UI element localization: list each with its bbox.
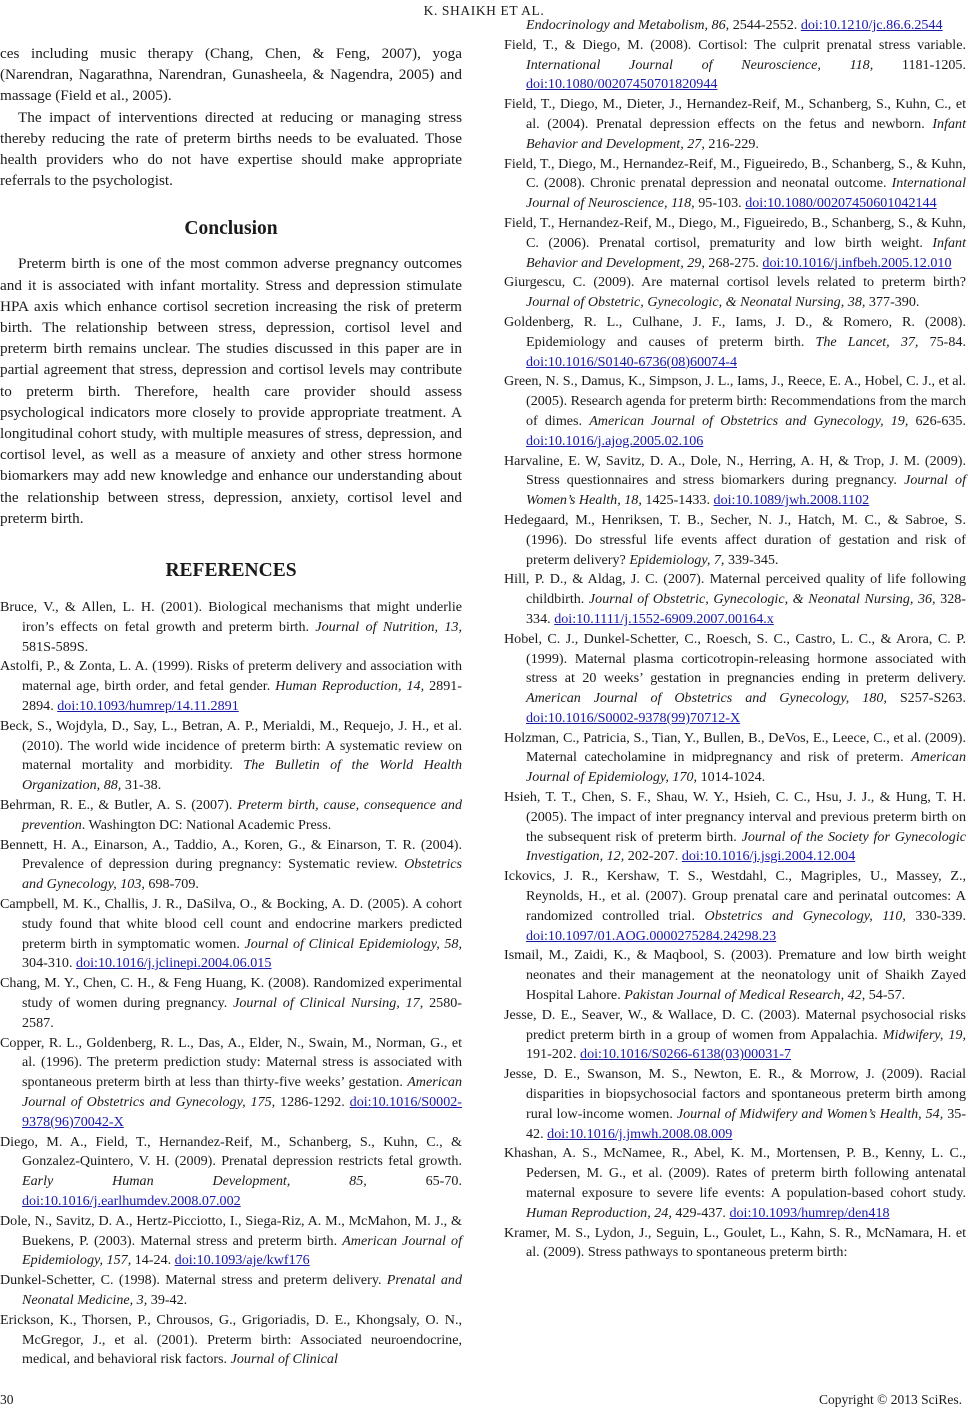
reference-entry	[504, 273, 966, 313]
reference-doi-link[interactable]: doi:10.1089/jwh.2008.1102	[713, 492, 870, 509]
reference-doi-link[interactable]: doi:10.1080/00207450601042144	[745, 195, 937, 212]
reference-text: 330-339.	[905, 907, 966, 924]
reference-doi-link[interactable]: doi:10.1016/S0002-9378(99)70712-X	[526, 709, 741, 726]
reference-text: Hill, P. D., & Aldag, J. C. (2007). Maternal perceived quality of life following childbirth.	[504, 571, 966, 608]
reference-doi-link[interactable]: doi:10.1080/00207450701820944	[526, 76, 718, 93]
reference-text: Copper, R. L., Goldenberg, R. L., Das, A., Elder, N., Swain, M., Norman, G., et al. (1996). The preterm prediction study: Maternal stress is associated with spontaneous preterm birth at less than thirty-five weeks’ gestation.	[0, 1034, 462, 1091]
reference-entry	[504, 36, 966, 95]
copyright-notice: Copyright © 2013 SciRes.	[818, 1392, 962, 1407]
reference-entry	[0, 1133, 462, 1212]
reference-text: Bruce, V., & Allen, L. H. (2001). Biological mechanisms that might underlie iron’s effects on fetal growth and preterm birth.	[0, 599, 462, 635]
reference-entry	[504, 729, 966, 788]
reference-text: Giurgescu, C. (2009). Are maternal cortisol levels related to preterm birth?	[504, 274, 966, 291]
reference-entry	[504, 946, 966, 1005]
reference-text: S257-S263.	[886, 690, 966, 707]
reference-text: Bennett, H. A., Einarson, A., Taddio, A., Koren, G., & Einarson, T. R. (2004). Prevalence of depression during pregnancy: Systematic review.	[0, 836, 462, 873]
reference-text: 1014-1024.	[697, 769, 766, 786]
reference-doi-link[interactable]: doi:10.1016/S0140-6736(08)60074-4	[526, 353, 738, 370]
reference-text: Diego, M. A., Field, T., Hernandez-Reif, M., Schanberg, S., Kuhn, C., & Gonzalez-Quintero, V. H. (2009). Prenatal depression restricts fetal growth.	[0, 1133, 462, 1170]
reference-text: Erickson, K., Thorsen, P., Chrousos, G., Grigoriadis, D. E., Khongsaly, O. N., McGregor, J., et al. (2001). Preterm birth: Associated neuroendocrine, medical, and behavioral risk factors.	[0, 1311, 462, 1368]
reference-text: Ickovics, J. R., Kershaw, T. S., Westdahl, C., Magriples, U., Massey, Z., Reynolds, H., et al. (2007). Group prenatal care and perinatal outcomes: A randomized controlled trial.	[504, 868, 966, 924]
reference-entry	[504, 1144, 966, 1223]
reference-doi-link[interactable]: doi:10.1097/01.AOG.0000275284.24298.23	[526, 927, 777, 944]
reference-text: Green, N. S., Damus, K., Simpson, J. L., Iams, J., Reece, E. A., Hobel, C. J., et al. (2005). Research agenda for preterm birth: Recommendations from the march of dimes.	[504, 373, 966, 429]
reference-source: Preterm birth, cause, consequence and prevention	[22, 797, 462, 833]
reference-entry	[504, 1006, 966, 1065]
references-list-left	[0, 598, 462, 1370]
reference-doi-link[interactable]: doi:10.1016/S0266-6138(03)00031-7	[580, 1046, 792, 1063]
reference-doi-link[interactable]: doi:10.1016/j.jmwh.2008.08.009	[547, 1125, 733, 1142]
reference-source: The Bulletin of the World Health Organization, 88,	[22, 757, 462, 794]
reference-text: Jesse, D. E., Swanson, M. S., Newton, E. R., & Morrow, J. (2009). Racial disparities in biopsychosocial factors and spontaneous preterm birth among rural low-income women.	[504, 1066, 966, 1122]
reference-source: American Journal of Epidemiology, 157,	[22, 1232, 462, 1269]
reference-text: 429-437.	[671, 1204, 730, 1221]
reference-text: 54-57.	[865, 987, 906, 1004]
reference-text: 304-310.	[22, 955, 77, 972]
reference-source: Infant Behavior and Development, 27,	[526, 115, 966, 152]
reference-source: Journal of Clinical	[230, 1351, 338, 1368]
reference-entry	[0, 796, 462, 836]
reference-text: 39-42.	[147, 1291, 188, 1308]
reference-text: 377-390.	[865, 294, 920, 311]
reference-entry	[504, 1224, 966, 1264]
reference-text: Kramer, M. S., Lydon, J., Seguin, L., Goulet, L., Kahn, S. R., McNamara, H. et al. (2009). Stress pathways to spontaneous preterm birth:	[504, 1224, 966, 1261]
reference-source: Midwifery, 19,	[882, 1026, 966, 1043]
reference-entry	[504, 214, 966, 273]
reference-entry	[0, 1311, 462, 1370]
reference-text: 35-42.	[526, 1105, 967, 1142]
reference-entry	[504, 511, 966, 570]
reference-entry	[504, 16, 966, 36]
reference-source: Journal of Nutrition, 13	[315, 618, 459, 635]
reference-entry	[0, 657, 462, 716]
reference-entry	[504, 788, 966, 867]
reference-doi-link[interactable]: doi:10.1016/S0002-9378(96)70042-X	[22, 1093, 463, 1130]
reference-entry	[0, 1034, 462, 1133]
reference-text: Hsieh, T. T., Chen, S. F., Shau, W. Y., Hsieh, C. C., Hsu, J. J., & Hung, T. H. (2005). The impact of inter pregnancy interval and previous preterm birth on the subsequent risk of preterm birth.	[504, 789, 966, 845]
reference-text: 339-345.	[724, 551, 779, 568]
reference-source: American Journal of Obstetrics and Gynecology, 180,	[526, 690, 887, 707]
reference-text: Field, T., Hernandez-Reif, M., Diego, M., Figueiredo, B., Schanberg, S., & Kuhn, C. (2006). Prenatal cortisol, prematurity and low birth weight.	[504, 214, 966, 251]
reference-source: Infant Behavior and Development, 29,	[526, 234, 966, 271]
reference-text: 202-207.	[624, 848, 682, 865]
reference-doi-link[interactable]: doi:10.1016/j.jsgi.2004.12.004	[681, 848, 856, 865]
reference-text: 268-275.	[704, 254, 763, 271]
reference-text: Field, T., & Diego, M. (2008). Cortisol: The culprit prenatal stress variable.	[504, 36, 966, 53]
reference-text: Goldenberg, R. L., Culhane, J. F., Iams, J. D., & Romero, R. (2008). Epidemiology and causes of preterm birth.	[504, 313, 966, 350]
reference-text: Holzman, C., Patricia, S., Tian, Y., Bullen, B., DeVos, E., Leece, C., et al. (2009). Maternal catecholamine in midpregnancy and risk of preterm.	[504, 729, 966, 766]
reference-source: Journal of Clinical Nursing, 17,	[233, 995, 424, 1011]
reference-entry	[504, 867, 966, 946]
reference-text: 1425-1433.	[641, 492, 714, 509]
reference-source: The Lancet, 37,	[815, 333, 919, 350]
reference-source: Journal of Midwifery and Women’s Health, 54,	[676, 1105, 944, 1122]
reference-text: . Washington DC: National Academic Press.	[81, 816, 332, 833]
reference-entry	[0, 598, 462, 657]
reference-source: Obstetrics and Gynecology, 103,	[22, 856, 462, 893]
reference-text: 31-38.	[121, 777, 162, 794]
reference-entry	[0, 836, 462, 895]
reference-text: Beck, S., Wojdyla, D., Say, L., Betran, A. P., Merialdi, M., Requejo, J. H., et al. (2010). The world wide incidence of preterm birth: A systematic review on maternal mortality and morbidity.	[0, 717, 462, 774]
reference-doi-link[interactable]: doi:10.1016/j.ajog.2005.02.106	[526, 432, 704, 449]
intro-paragraph-2: The impact of interventions directed at reducing or managing stress thereby reducing the rate of preterm births needs to be evaluated. Those health providers who do not have expertise should make appropriate referrals to the psychologist.	[0, 108, 462, 190]
references-heading: REFERENCES	[165, 560, 297, 582]
references-list-right	[504, 16, 966, 1263]
reference-entry	[0, 895, 462, 974]
reference-text: Jesse, D. E., Seaver, W., & Wallace, D. C. (2003). Maternal psychosocial risks predict preterm birth in a group of women from Appalachia.	[504, 1006, 966, 1043]
reference-entry	[504, 1065, 966, 1144]
reference-text: 75-84.	[918, 333, 966, 350]
reference-source: American Journal of Obstetrics and Gynecology, 175,	[22, 1074, 462, 1110]
reference-text: Field, T., Diego, M., Dieter, J., Hernandez-Reif, M., Schanberg, S., Kuhn, C., et al. (2004). Prenatal depression effects on the fetus and newborn.	[504, 96, 966, 132]
reference-source: Epidemiology, 7,	[629, 551, 725, 568]
reference-source: Endocrinology and Metabolism, 86,	[526, 17, 730, 33]
reference-text: 65-70.	[366, 1173, 462, 1190]
reference-text: Behrman, R. E., & Butler, A. S. (2007).	[0, 797, 238, 814]
reference-text: 328-334.	[526, 591, 966, 627]
reference-text: 191-202.	[526, 1046, 581, 1063]
reference-source: Human Reproduction, 24,	[526, 1204, 672, 1221]
reference-source: Journal of Clinical Epidemiology, 58,	[244, 935, 462, 952]
reference-text: 95-103.	[694, 195, 746, 212]
intro-paragraph-1: ces including music therapy (Chang, Chen, & Feng, 2007), yoga (Narendran, Nagarathna, Narendran, Gunasheela, & Nagendra, 2005) and massage (Field et al., 2005).	[0, 45, 462, 105]
left-column	[0, 43, 462, 1370]
reference-source: Human Reproduction, 14,	[275, 678, 425, 695]
reference-doi-link[interactable]: doi:10.1210/jc.86.6.2544	[800, 17, 943, 33]
reference-text: Khashan, A. S., McNamee, R., Abel, K. M., Mortensen, P. B., Kenny, L. C., Pedersen, M. G., et al. (2009). Rates of preterm birth following antenatal maternal exposure to severe life events: A population-based cohort study.	[504, 1145, 966, 1202]
reference-entry	[504, 95, 966, 154]
reference-source: American Journal of Epidemiology, 170,	[526, 749, 966, 786]
reference-source: International Journal of Neuroscience, 118,	[526, 175, 966, 212]
reference-entry	[504, 313, 966, 372]
reference-source: Prenatal and Neonatal Medicine, 3,	[22, 1272, 463, 1308]
reference-source: Pakistan Journal of Medical Research, 42,	[624, 987, 866, 1004]
reference-entry	[504, 372, 966, 451]
reference-entry	[0, 717, 462, 796]
reference-source: Journal of the Society for Gynecologic Investigation, 12,	[526, 828, 966, 865]
reference-entry	[0, 1271, 462, 1311]
reference-doi-link[interactable]: doi:10.1016/j.earlhumdev.2008.07.002	[22, 1192, 241, 1209]
right-column	[504, 16, 966, 1263]
reference-entry	[0, 1212, 462, 1271]
reference-source: Journal of Obstetric, Gynecologic, & Neonatal Nursing, 38,	[526, 294, 866, 311]
reference-doi-link[interactable]: doi:10.1016/j.jclinepi.2004.06.015	[76, 955, 272, 972]
conclusion-paragraph: Preterm birth is one of the most common adverse pregnancy outcomes and it is associated with infant mortality. Stress and depression stimulate HPA axis which enhance cortisol secretion increasing the risk of preterm birth. The relationship between stress, depression, cortisol level and preterm birth remains unclear. The studies discussed in this paper are in partial agreement that stress, depression and cortisol levels may contribute to preterm birth. Therefore, health care provider should assess psychological indicators more closely to provide appropriate treatment. A longitudinal cohort study, with multiple measures of stress, depression, and cortisol level, as well as a measure of anxiety and other stress hormone biomarkers may add new knowledge and enhance our understanding about the relationship between stress, depression, anxiety, cortisol level and preterm birth.	[0, 255, 462, 527]
running-head: K. SHAIKH ET AL.	[423, 3, 545, 18]
reference-text: Campbell, M. K., Challis, J. R., DaSilva, O., & Bocking, A. D. (2005). A cohort study found that white blood cell count and endocrine markers predicted preterm birth in symptomatic women.	[0, 896, 462, 952]
reference-entry	[504, 630, 966, 729]
reference-text: 216-229.	[704, 135, 759, 152]
reference-text: 1181-1205.	[873, 56, 967, 73]
reference-text: Ismail, M., Zaidi, K., & Maqbool, S. (2003). Premature and low birth weight neonates and their management at the neonatology unit of Shaikh Zayed Hospital Lahore.	[504, 947, 966, 1004]
reference-text: Dunkel-Schetter, C. (1998). Maternal stress and preterm delivery.	[0, 1272, 387, 1289]
reference-doi-link[interactable]: doi:10.1093/humrep/14.11.2891	[57, 698, 239, 715]
reference-entry	[504, 155, 966, 214]
reference-source: Journal of Women’s Health, 18,	[526, 472, 966, 509]
reference-text: 2891-2894.	[22, 678, 462, 715]
conclusion-heading: Conclusion	[184, 218, 278, 240]
reference-text: Chang, M. Y., Chen, C. H., & Feng Huang, K. (2008). Randomized experimental study of women during pregnancy.	[0, 975, 462, 1011]
reference-text: Field, T., Diego, M., Hernandez-Reif, M., Figueiredo, B., Schanberg, S., & Kuhn, C. (2008). Chronic prenatal depression and neonatal outcome.	[504, 155, 966, 192]
reference-source: Obstetrics and Gynecology, 110,	[704, 907, 906, 924]
reference-text: 626-635.	[908, 412, 966, 429]
reference-doi-link[interactable]: doi:10.1093/aje/kwf176	[174, 1252, 310, 1269]
reference-doi-link[interactable]: doi:10.1093/humrep/den418	[729, 1204, 890, 1221]
reference-source: International Journal of Neuroscience, 118,	[526, 56, 874, 73]
reference-entry	[504, 570, 966, 629]
reference-entry	[0, 974, 462, 1033]
reference-source: Early Human Development, 85,	[22, 1173, 367, 1190]
reference-text: Hedegaard, M., Henriksen, T. B., Secher, N. J., Hatch, M. C., & Sabroe, S. (1996). Do stressful life events affect duration of gestation and risk of preterm delivery?	[504, 511, 966, 568]
reference-entry	[504, 452, 966, 511]
reference-source: American Journal of Obstetrics and Gynecology, 19,	[589, 412, 909, 429]
reference-text: 2544-2552.	[729, 17, 801, 33]
reference-doi-link[interactable]: doi:10.1111/j.1552-6909.2007.00164.x	[554, 610, 774, 627]
reference-text: 698-709.	[144, 876, 199, 893]
reference-text: Dole, N., Savitz, D. A., Hertz-Picciotto, I., Siega-Riz, A. M., McMahon, M. J., & Buekens, P. (2003). Maternal stress and preterm birth.	[0, 1212, 462, 1249]
reference-text: , 581S-589S.	[22, 618, 462, 655]
reference-source: Journal of Obstetric, Gynecologic, & Neonatal Nursing, 36,	[588, 591, 936, 608]
page-number: 30	[0, 1392, 14, 1407]
reference-doi-link[interactable]: doi:10.1016/j.infbeh.2005.12.010	[762, 254, 952, 271]
reference-text: 1286-1292.	[275, 1093, 350, 1110]
reference-text: Hobel, C. J., Dunkel-Schetter, C., Roesch, S. C., Castro, L. C., & Arora, C. P. (1999). Maternal plasma corticotropin-releasing hormone associated with stress at 20 weeks’ gestation in pregnancies ending in preterm delivery.	[504, 630, 966, 687]
reference-text: 2580-2587.	[22, 995, 462, 1031]
reference-text: Harvaline, E. W, Savitz, D. A., Dole, N., Herring, A. H, & Trop, J. M. (2009). Stress questionnaires and stress biomarkers during pregnancy.	[504, 452, 966, 489]
reference-text: Astolfi, P., & Zonta, L. A. (1999). Risks of preterm delivery and association with maternal age, birth order, and fetal gender.	[0, 658, 462, 695]
reference-text: 14-24.	[131, 1252, 175, 1269]
